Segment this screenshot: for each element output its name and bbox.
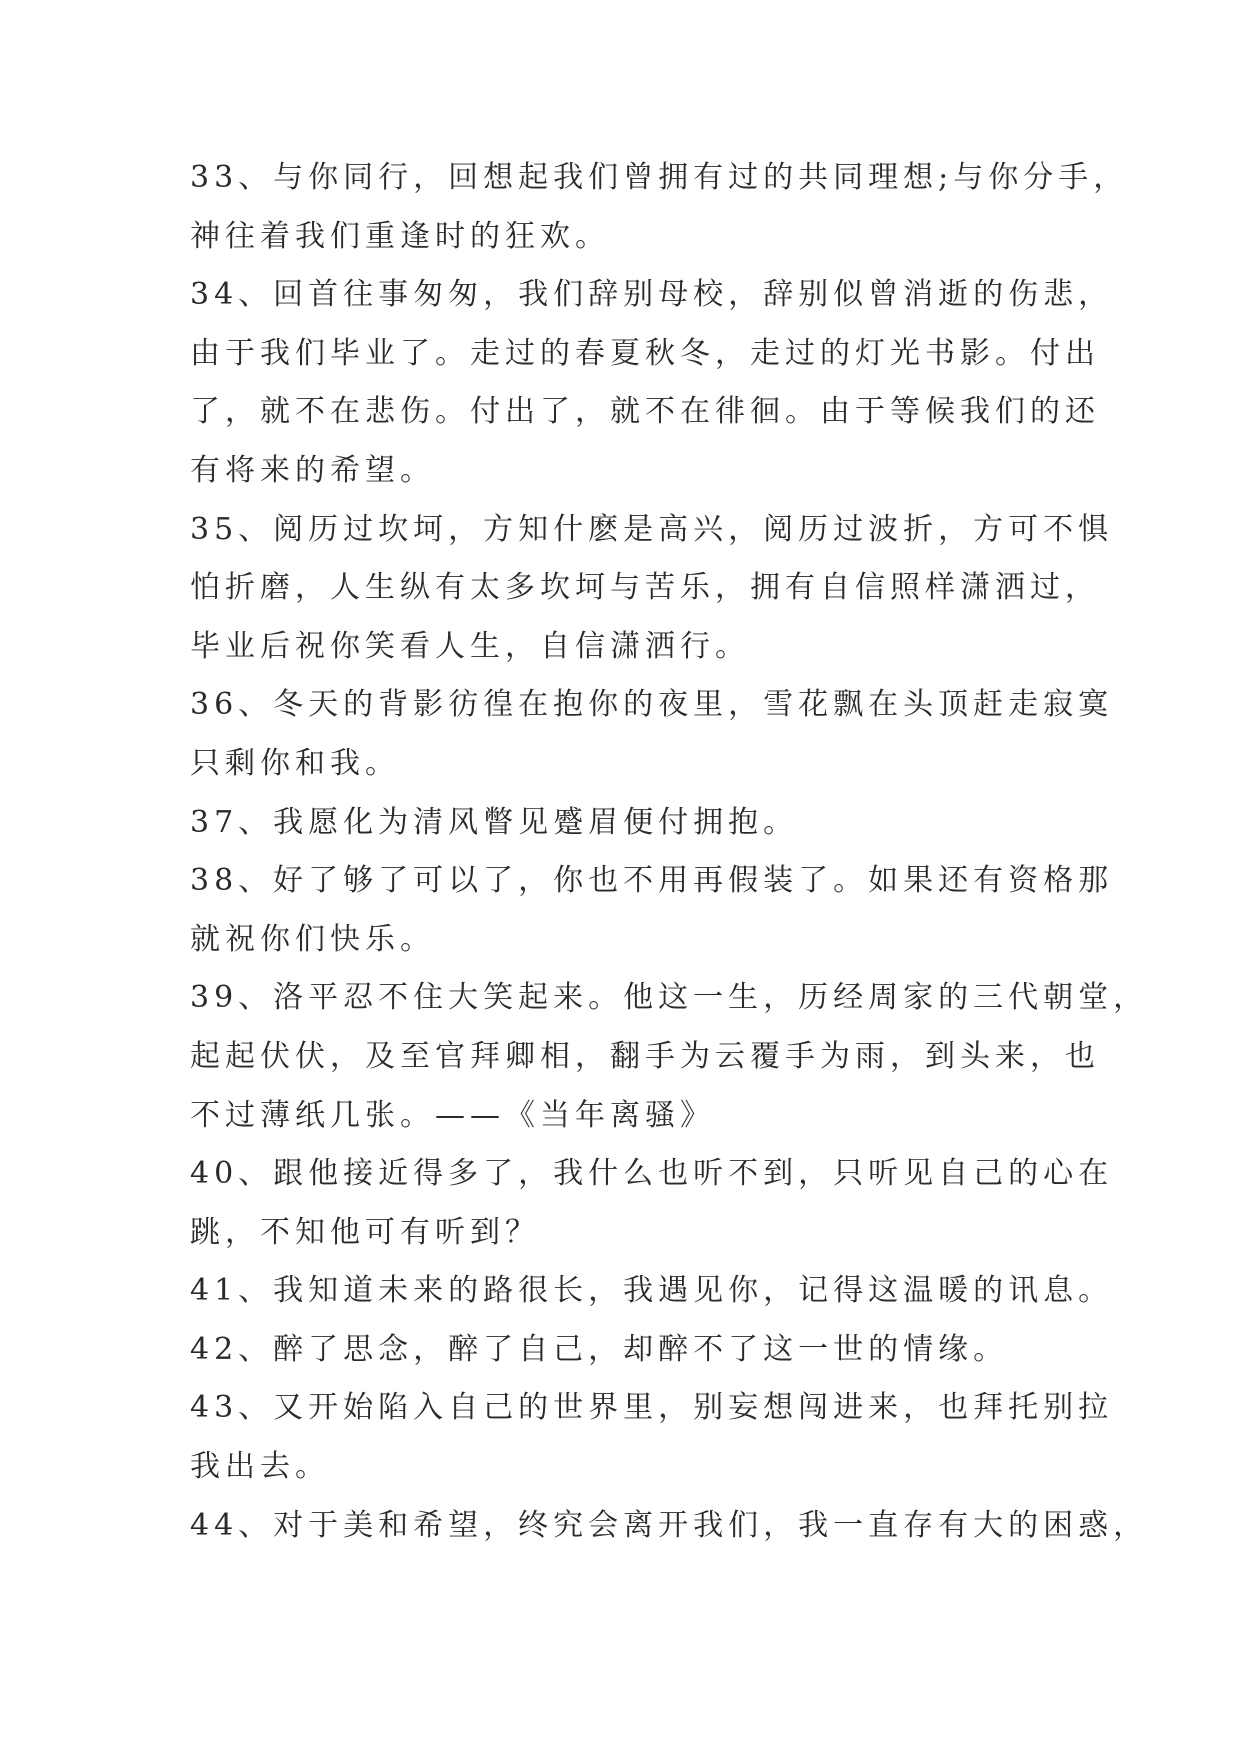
text-line: 43、又开始陷入自己的世界里，别妄想闯进来，也拜托别拉 bbox=[190, 1390, 1114, 1426]
text-line: 就祝你们快乐。 bbox=[190, 921, 435, 957]
text-line: 了，就不在悲伤。付出了，就不在徘徊。由于等候我们的还 bbox=[190, 394, 1100, 430]
text-line: 42、醉了思念，醉了自己，却醉不了这一世的情缘。 bbox=[190, 1331, 1009, 1367]
text-line: 34、回首往事匆匆，我们辞别母校，辞别似曾消逝的伤悲， bbox=[190, 277, 1114, 313]
text-line: 跳，不知他可有听到？ bbox=[190, 1214, 540, 1250]
text-line: 毕业后祝你笑看人生，自信潇洒行。 bbox=[190, 628, 750, 664]
text-line: 神往着我们重逢时的狂欢。 bbox=[190, 218, 610, 254]
text-line: 只剩你和我。 bbox=[190, 745, 400, 781]
text-line: 39、洛平忍不住大笑起来。他这一生，历经周家的三代朝堂， bbox=[190, 980, 1149, 1016]
text-line: 有将来的希望。 bbox=[190, 452, 435, 488]
text-line: 起起伏伏，及至官拜卿相，翻手为云覆手为雨，到头来，也 bbox=[190, 1038, 1100, 1074]
text-line: 不过薄纸几张。——《当年离骚》 bbox=[190, 1097, 715, 1133]
text-line: 38、好了够了可以了，你也不用再假装了。如果还有资格那 bbox=[190, 863, 1114, 899]
text-line: 35、阅历过坎坷，方知什麽是高兴，阅历过波折，方可不惧 bbox=[190, 511, 1114, 547]
text-line: 41、我知道未来的路很长，我遇见你，记得这温暖的讯息。 bbox=[190, 1273, 1114, 1309]
text-line: 44、对于美和希望，终究会离开我们，我一直存有大的困惑， bbox=[190, 1507, 1149, 1543]
text-line: 怕折磨，人生纵有太多坎坷与苦乐，拥有自信照样潇洒过， bbox=[190, 570, 1100, 606]
text-line: 40、跟他接近得多了，我什么也听不到，只听见自己的心在 bbox=[190, 1156, 1114, 1192]
text-body bbox=[190, 158, 1149, 1564]
text-line: 37、我愿化为清风瞥见蹙眉便付拥抱。 bbox=[190, 804, 799, 840]
text-line: 33、与你同行，回想起我们曾拥有过的共同理想;与你分手， bbox=[190, 160, 1129, 195]
text-line: 由于我们毕业了。走过的春夏秋冬，走过的灯光书影。付出 bbox=[190, 335, 1100, 371]
text-line: 36、冬天的背影彷徨在抱你的夜里，雪花飘在头顶赶走寂寞 bbox=[190, 687, 1114, 723]
text-line: 我出去。 bbox=[190, 1449, 330, 1485]
